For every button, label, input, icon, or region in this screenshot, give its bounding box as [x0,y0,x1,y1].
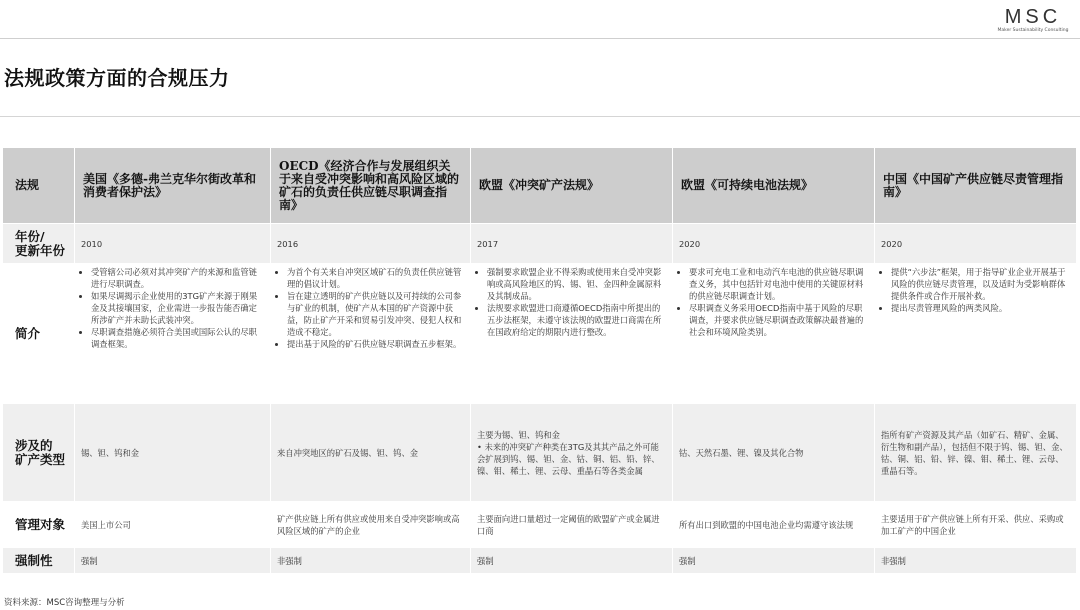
intro-bullet: • 提出基于风险的矿石供应链尽职调查五步框架。 [287,338,464,350]
logo-subtitle: Maker Sustainability Consulting [997,28,1069,33]
year-value: 2010 [75,224,271,264]
title-divider [0,116,1080,117]
intro-bullet: • 受管辖公司必须对其冲突矿产的来源和监管链进行尽职调查。 [91,266,264,290]
mandatory-label: 强制性 [3,548,75,574]
intro-bullet: • 法规要求欧盟进口商遵循OECD指南中所提出的五步法框架，未遵守该法规的欧盟进口商需在所在国政府给定的期限内进行整改。 [487,302,666,338]
mandatory-value: 强制 [673,548,875,574]
target-value: 矿产供应链上所有供应或使用来自受冲突影响或高风险区域的矿产的企业 [271,502,471,548]
intro-cell [471,264,673,404]
target-label: 管理对象 [3,502,75,548]
year-value: 2020 [673,224,875,264]
intro-row [3,264,1077,404]
intro-bullet: • 强制要求欧盟企业不得采购或使用来自受冲突影响或高风险地区的钨、锡、钽、金四种金属原料及其制成品。 [487,266,666,302]
intro-bullet: • 要求可充电工业和电动汽车电池的供应链尽职调查义务，其中包括针对电池中使用的关键原材料的供应链尽职调查计划。 [689,266,868,302]
regulation-name: 中国《中国矿产供应链尽责管理指南》 [875,148,1077,224]
header-row [3,148,1077,224]
target-value: 美国上市公司 [75,502,271,548]
intro-cell [875,264,1077,404]
minerals-value: 来自冲突地区的矿石及锡、钽、钨、金 [271,404,471,502]
minerals-row [3,404,1077,502]
intro-bullet: • 提出尽责管理风险的两类风险。 [891,302,1070,314]
regulation-table [2,147,1077,574]
regulation-name: 欧盟《冲突矿产法规》 [471,148,673,224]
year-row [3,224,1077,264]
year-label: 年份/ 更新年份 [3,224,75,264]
brand-logo [992,6,1074,34]
year-value: 2016 [271,224,471,264]
regulation-header-label: 法规 [3,148,75,224]
intro-bullet: • 如果尽调揭示企业使用的3TG矿产来源于刚果金及其接壤国家，企业需进一步报告能否确定所涉矿产并未助长武装冲突。 [91,290,264,326]
year-value: 2020 [875,224,1077,264]
intro-bullet: • 提供“六步法”框架，用于指导矿业企业开展基于风险的供应链尽责管理，以及适时为受影响群体提供条件或合作开展补救。 [891,266,1070,302]
minerals-value: 钴、天然石墨、锂、镍及其化合物 [673,404,875,502]
intro-bullet: • 为首个有关来自冲突区域矿石的负责任供应链管理的倡议计划。 [287,266,464,290]
intro-cell [75,264,271,404]
intro-bullet: • 尽职调查措施必须符合美国或国际公认的尽职调查框架。 [91,326,264,350]
intro-bullet: • 尽职调查义务采用OECD指南中基于风险的尽职调查，并要求供应链尽职调查政策解决最普遍的社会和环境风险类别。 [689,302,868,338]
target-value: 主要面向进口量超过一定阈值的欧盟矿产或金属进口商 [471,502,673,548]
mandatory-value: 强制 [471,548,673,574]
mandatory-value: 非强制 [875,548,1077,574]
target-value: 主要适用于矿产供应链上所有开采、供应、采购或加工矿产的中国企业 [875,502,1077,548]
minerals-label: 涉及的 矿产类型 [3,404,75,502]
logo-mark: MSC [1004,6,1062,28]
year-value: 2017 [471,224,673,264]
intro-cell [271,264,471,404]
mandatory-row [3,548,1077,574]
minerals-value: 主要为锡、钽、钨和金 • 未来的冲突矿产种类在3TG及其其产品之外可能会扩展到钨、锡、钽、金、钴、铜、铝、铅、锌、镍、钼、稀土、锂、云母、重晶石等各类金属 [471,404,673,502]
regulation-name: 美国《多德-弗兰克华尔街改革和消费者保护法》 [75,148,271,224]
regulation-name: OECD《经济合作与发展组织关于来自受冲突影响和高风险区域的矿石的负责任供应链尽职调查指南》 [271,148,471,224]
source-note: 资料来源：MSC咨询整理与分析 [4,598,125,608]
header-divider [0,38,1080,39]
mandatory-value: 非强制 [271,548,471,574]
target-value: 所有出口到欧盟的中国电池企业均需遵守该法规 [673,502,875,548]
page-title: 法规政策方面的合规压力 [4,66,230,90]
intro-bullet: • 旨在建立透明的矿产供应链以及可持续的公司参与矿业的机制，使矿产从本国的矿产资源中获益，防止矿产开采和贸易引发冲突、侵犯人权和造成不稳定。 [287,290,464,338]
intro-label: 简介 [3,264,75,404]
mandatory-value: 强制 [75,548,271,574]
target-row [3,502,1077,548]
minerals-value: 指所有矿产资源及其产品（如矿石、精矿、金属、衍生物和副产品），包括但不限于钨、锡、钽、金、钴、铜、铝、铅、锌、镍、钼、稀土、锂、云母、重晶石等。 [875,404,1077,502]
intro-cell [673,264,875,404]
minerals-value: 锡、钽、钨和金 [75,404,271,502]
regulation-name: 欧盟《可持续电池法规》 [673,148,875,224]
